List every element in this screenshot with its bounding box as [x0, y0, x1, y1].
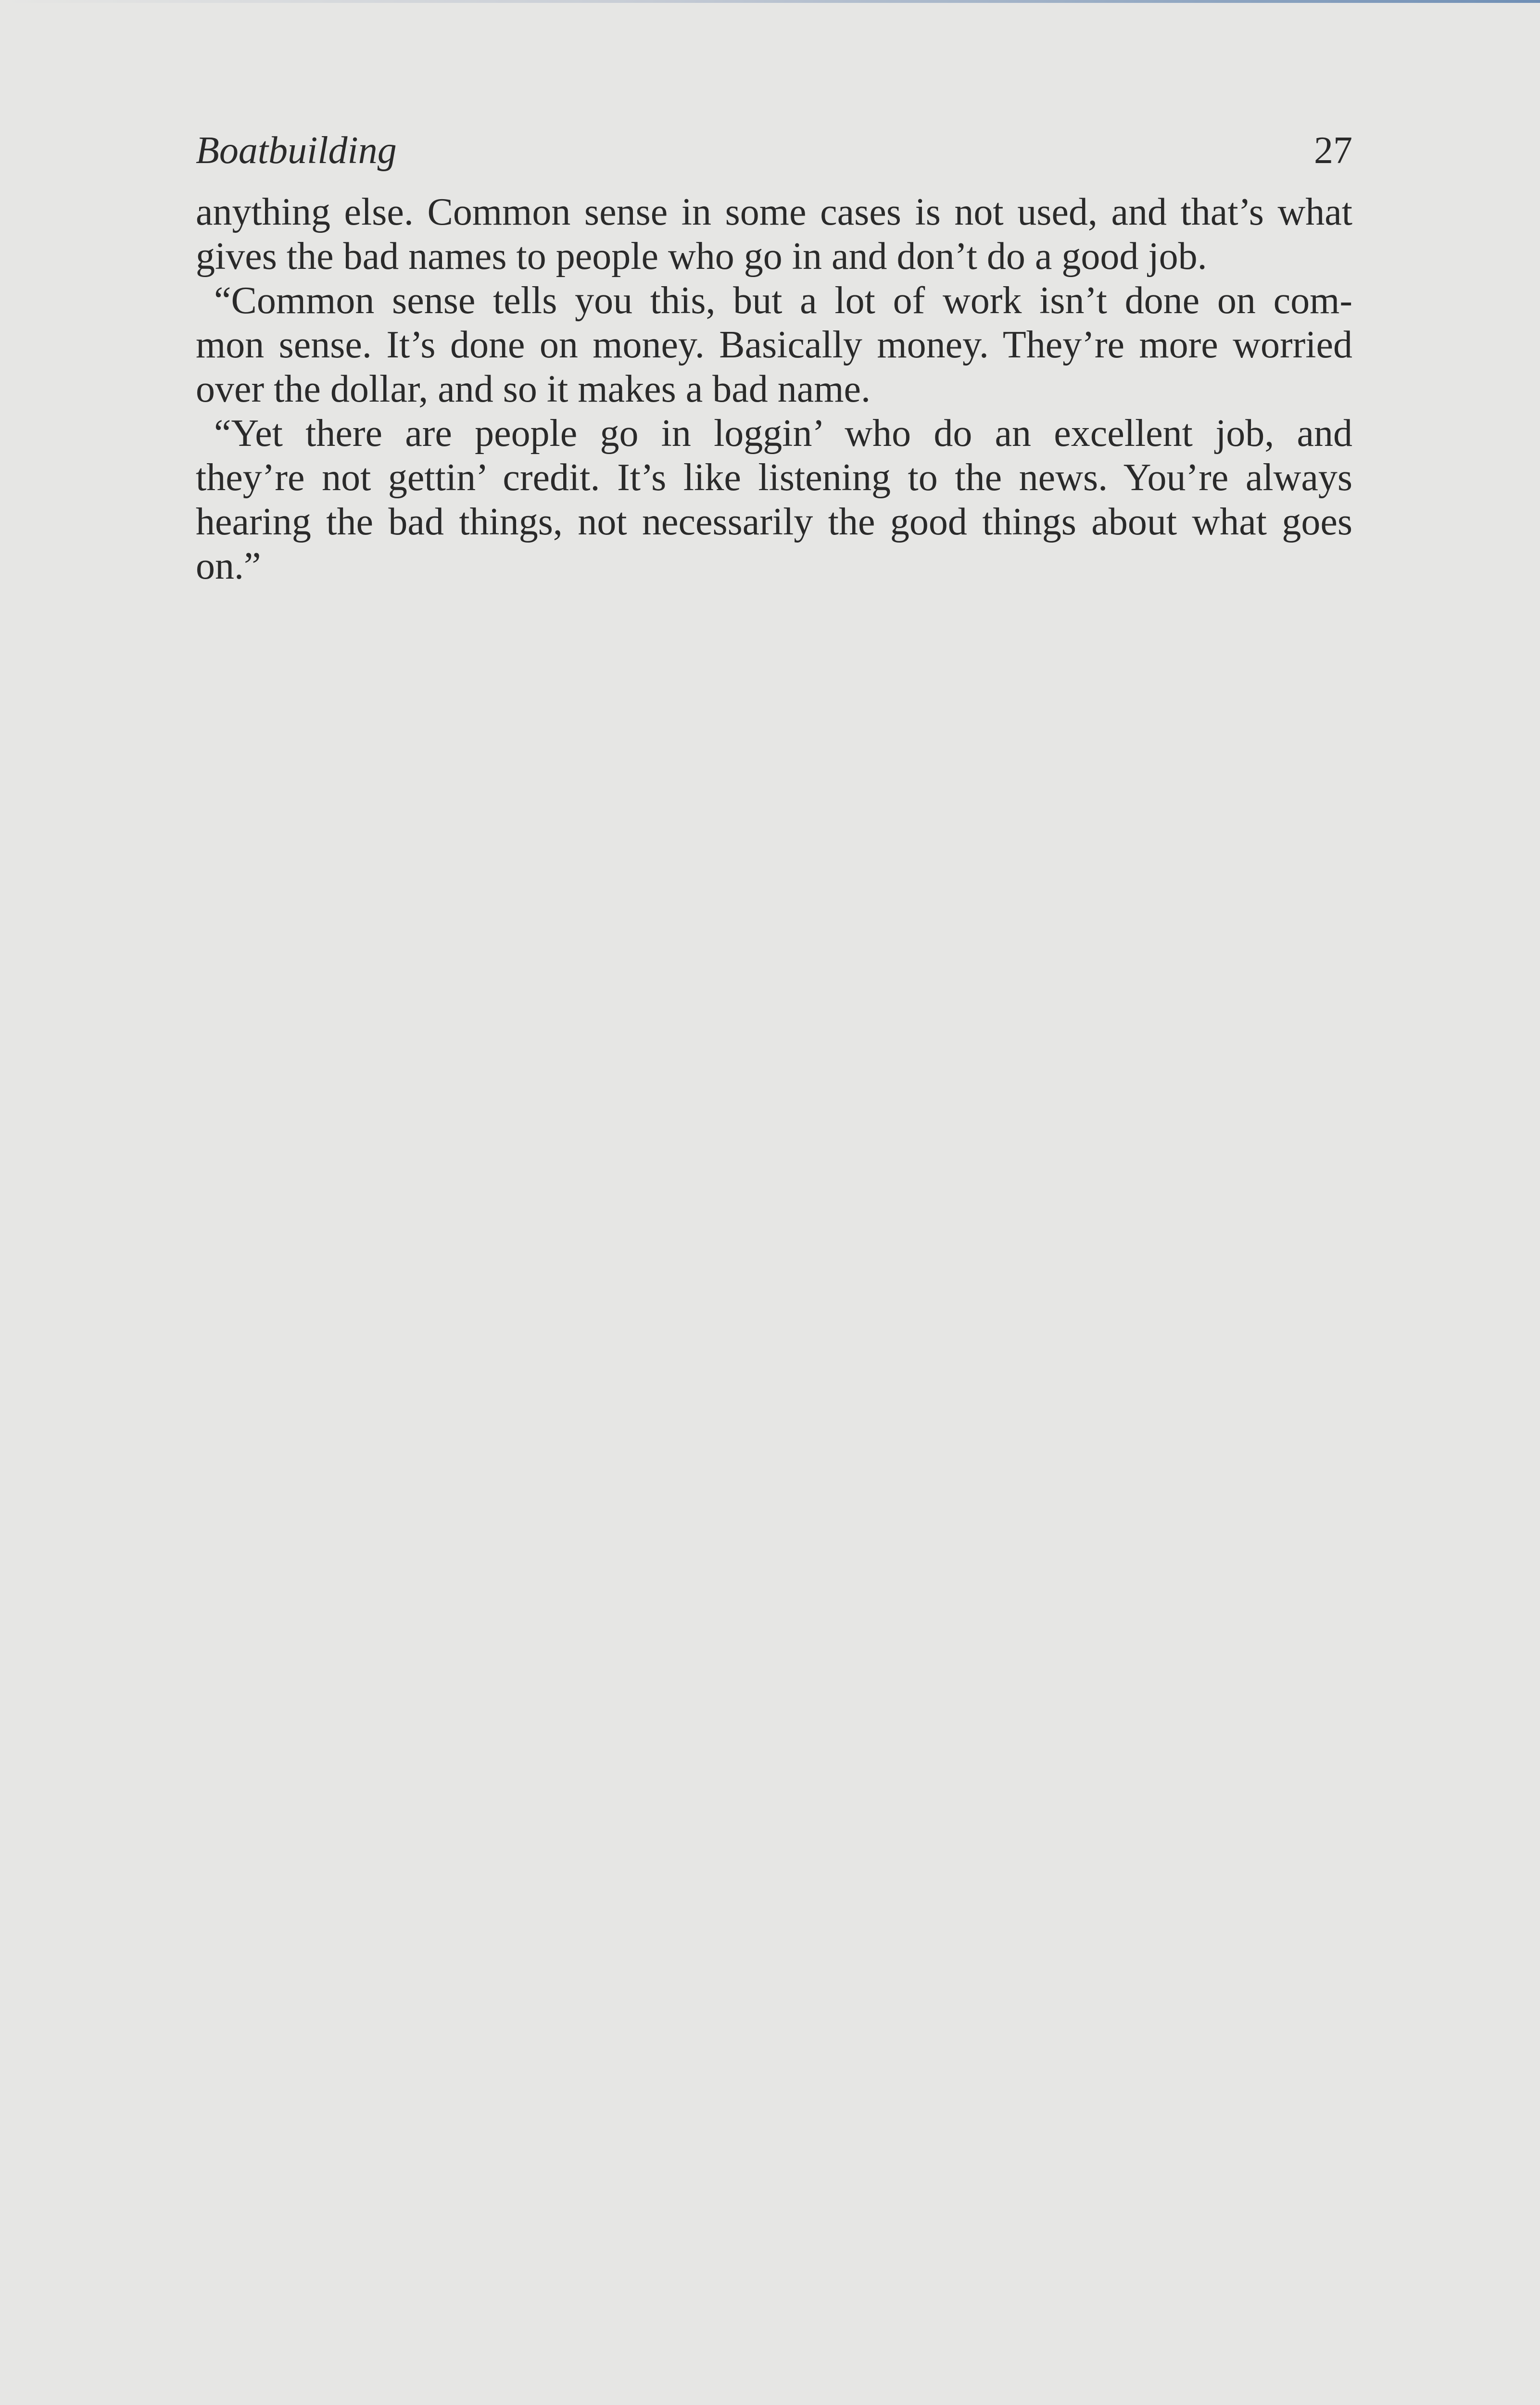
text-line: gives the bad names to people who go in and don’t do a good job.: [196, 235, 1207, 278]
text-line: they’re not gettin’ credit. It’s like listening to the news. You’re always: [196, 456, 1352, 499]
page-number: 27: [1314, 129, 1352, 172]
text-line: anything else. Common sense in some cases is not used, and that’s what: [196, 191, 1352, 233]
running-title: Boatbuilding: [196, 129, 397, 172]
page-top-edge: [0, 0, 1540, 3]
text-line: on.”: [196, 545, 261, 587]
text-line: “Yet there are people go in loggin’ who do an excellent job, and: [214, 412, 1352, 455]
text-line: mon sense. It’s done on money. Basically money. They’re more worried: [196, 324, 1352, 366]
body-text: [196, 190, 1352, 588]
text-line: hearing the bad things, not necessarily the good things about what goes: [196, 501, 1352, 543]
text-line: “Common sense tells you this, but a lot of work isn’t done on com-: [214, 279, 1352, 322]
text-line: over the dollar, and so it makes a bad name.: [196, 368, 871, 410]
running-head: [196, 124, 1352, 177]
